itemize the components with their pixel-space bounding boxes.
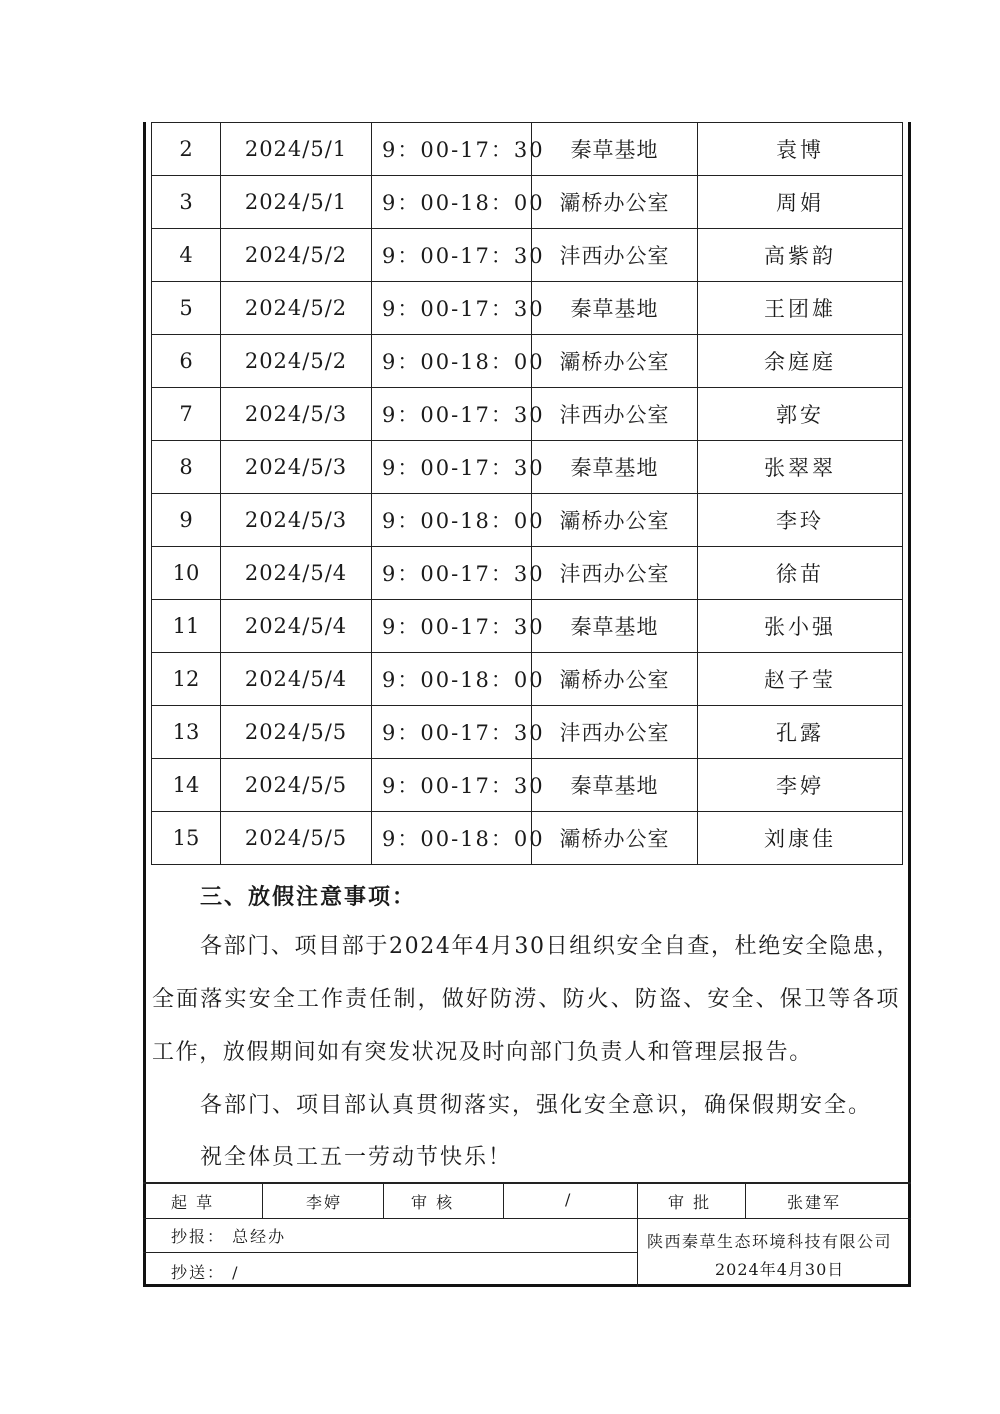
duty-schedule-body	[152, 123, 903, 865]
notice-paragraph-1: 各部门、项目部于2024年4月30日组织安全自查，杜绝安全隐患，全面落实安全工作责任制，做好防涝、防火、防盗、安全、保卫等各项工作，放假期间如有突发状况及时向部门负责人和管理层报告。	[152, 934, 900, 1065]
duty-person: 张翠翠	[698, 441, 903, 494]
duty-location: 沣西办公室	[532, 706, 698, 759]
table-row	[152, 229, 903, 282]
duty-date: 2024/5/5	[221, 706, 372, 759]
duty-time: 9：00-18：00	[372, 812, 532, 865]
duty-person: 刘康佳	[698, 812, 903, 865]
table-row	[152, 282, 903, 335]
row-number: 5	[152, 282, 221, 335]
send-value: /	[232, 1263, 240, 1282]
duty-time: 9：00-17：30	[372, 706, 532, 759]
duty-date: 2024/5/2	[221, 335, 372, 388]
duty-location: 灞桥办公室	[532, 812, 698, 865]
report-label: 抄报：	[171, 1227, 226, 1246]
send-to	[171, 1260, 240, 1283]
duty-person: 徐苗	[698, 547, 903, 600]
table-row	[152, 335, 903, 388]
duty-person: 张小强	[698, 600, 903, 653]
row-number: 14	[152, 759, 221, 812]
draft-label: 起 草	[171, 1193, 215, 1212]
duty-date: 2024/5/1	[221, 123, 372, 176]
row-number: 2	[152, 123, 221, 176]
table-row	[152, 653, 903, 706]
duty-time: 9：00-17：30	[372, 229, 532, 282]
report-value: 总经办	[232, 1227, 287, 1246]
duty-time: 9：00-17：30	[372, 600, 532, 653]
row-number: 6	[152, 335, 221, 388]
duty-person: 高紫韵	[698, 229, 903, 282]
row-number: 8	[152, 441, 221, 494]
duty-date: 2024/5/5	[221, 812, 372, 865]
duty-location: 秦草基地	[532, 600, 698, 653]
duty-location: 秦草基地	[532, 441, 698, 494]
duty-time: 9：00-18：00	[372, 494, 532, 547]
duty-time: 9：00-17：30	[372, 547, 532, 600]
row-number: 4	[152, 229, 221, 282]
duty-time: 9：00-17：30	[372, 759, 532, 812]
duty-location: 沣西办公室	[532, 388, 698, 441]
duty-person: 孔露	[698, 706, 903, 759]
duty-date: 2024/5/2	[221, 282, 372, 335]
duty-person: 李婷	[698, 759, 903, 812]
table-row	[152, 388, 903, 441]
approval-footer	[143, 1182, 911, 1287]
duty-date: 2024/5/3	[221, 441, 372, 494]
duty-location: 灞桥办公室	[532, 494, 698, 547]
table-row	[152, 441, 903, 494]
duty-person: 郭安	[698, 388, 903, 441]
duty-location: 灞桥办公室	[532, 653, 698, 706]
notice-paragraph-2: 各部门、项目部认真贯彻落实，强化安全意识，确保假期安全。	[200, 1093, 873, 1118]
table-row	[152, 706, 903, 759]
duty-date: 2024/5/4	[221, 547, 372, 600]
duty-date: 2024/5/4	[221, 653, 372, 706]
duty-time: 9：00-18：00	[372, 335, 532, 388]
table-row	[152, 759, 903, 812]
row-number: 10	[152, 547, 221, 600]
duty-time: 9：00-18：00	[372, 653, 532, 706]
company-name: 陕西秦草生态环境科技有限公司	[647, 1232, 893, 1251]
duty-location: 秦草基地	[532, 123, 698, 176]
duty-person: 袁博	[698, 123, 903, 176]
duty-location: 沣西办公室	[532, 547, 698, 600]
row-number: 12	[152, 653, 221, 706]
duty-location: 沣西办公室	[532, 229, 698, 282]
notice-heading: 三、放假注意事项：	[200, 884, 417, 910]
row-number: 9	[152, 494, 221, 547]
row-number: 3	[152, 176, 221, 229]
duty-date: 2024/5/3	[221, 494, 372, 547]
table-row	[152, 812, 903, 865]
table-row	[152, 176, 903, 229]
send-label: 抄送：	[171, 1263, 226, 1282]
duty-location: 秦草基地	[532, 282, 698, 335]
duty-time: 9：00-18：00	[372, 176, 532, 229]
review-label: 审 核	[411, 1193, 455, 1212]
duty-date: 2024/5/2	[221, 229, 372, 282]
table-row	[152, 494, 903, 547]
row-number: 11	[152, 600, 221, 653]
table-row	[152, 123, 903, 176]
review-value: /	[565, 1190, 573, 1209]
duty-date: 2024/5/1	[221, 176, 372, 229]
duty-date: 2024/5/3	[221, 388, 372, 441]
duty-person: 周娟	[698, 176, 903, 229]
notice-paragraph-3: 祝全体员工五一劳动节快乐！	[200, 1145, 513, 1170]
duty-location: 秦草基地	[532, 759, 698, 812]
duty-date: 2024/5/5	[221, 759, 372, 812]
duty-time: 9：00-17：30	[372, 282, 532, 335]
duty-location: 灞桥办公室	[532, 176, 698, 229]
duty-time: 9：00-17：30	[372, 388, 532, 441]
duty-person: 李玲	[698, 494, 903, 547]
duty-date: 2024/5/4	[221, 600, 372, 653]
draft-value: 李婷	[306, 1193, 343, 1212]
duty-time: 9：00-17：30	[372, 441, 532, 494]
table-row	[152, 600, 903, 653]
row-number: 7	[152, 388, 221, 441]
approve-label: 审 批	[668, 1193, 712, 1212]
issue-date: 2024年4月30日	[715, 1260, 845, 1279]
duty-location: 灞桥办公室	[532, 335, 698, 388]
duty-time: 9：00-17：30	[372, 123, 532, 176]
duty-person: 王团雄	[698, 282, 903, 335]
report-to	[171, 1224, 286, 1247]
table-row	[152, 547, 903, 600]
duty-person: 赵子莹	[698, 653, 903, 706]
duty-person: 余庭庭	[698, 335, 903, 388]
row-number: 15	[152, 812, 221, 865]
row-number: 13	[152, 706, 221, 759]
approve-value: 张建军	[787, 1193, 842, 1212]
duty-schedule-table	[151, 122, 903, 865]
